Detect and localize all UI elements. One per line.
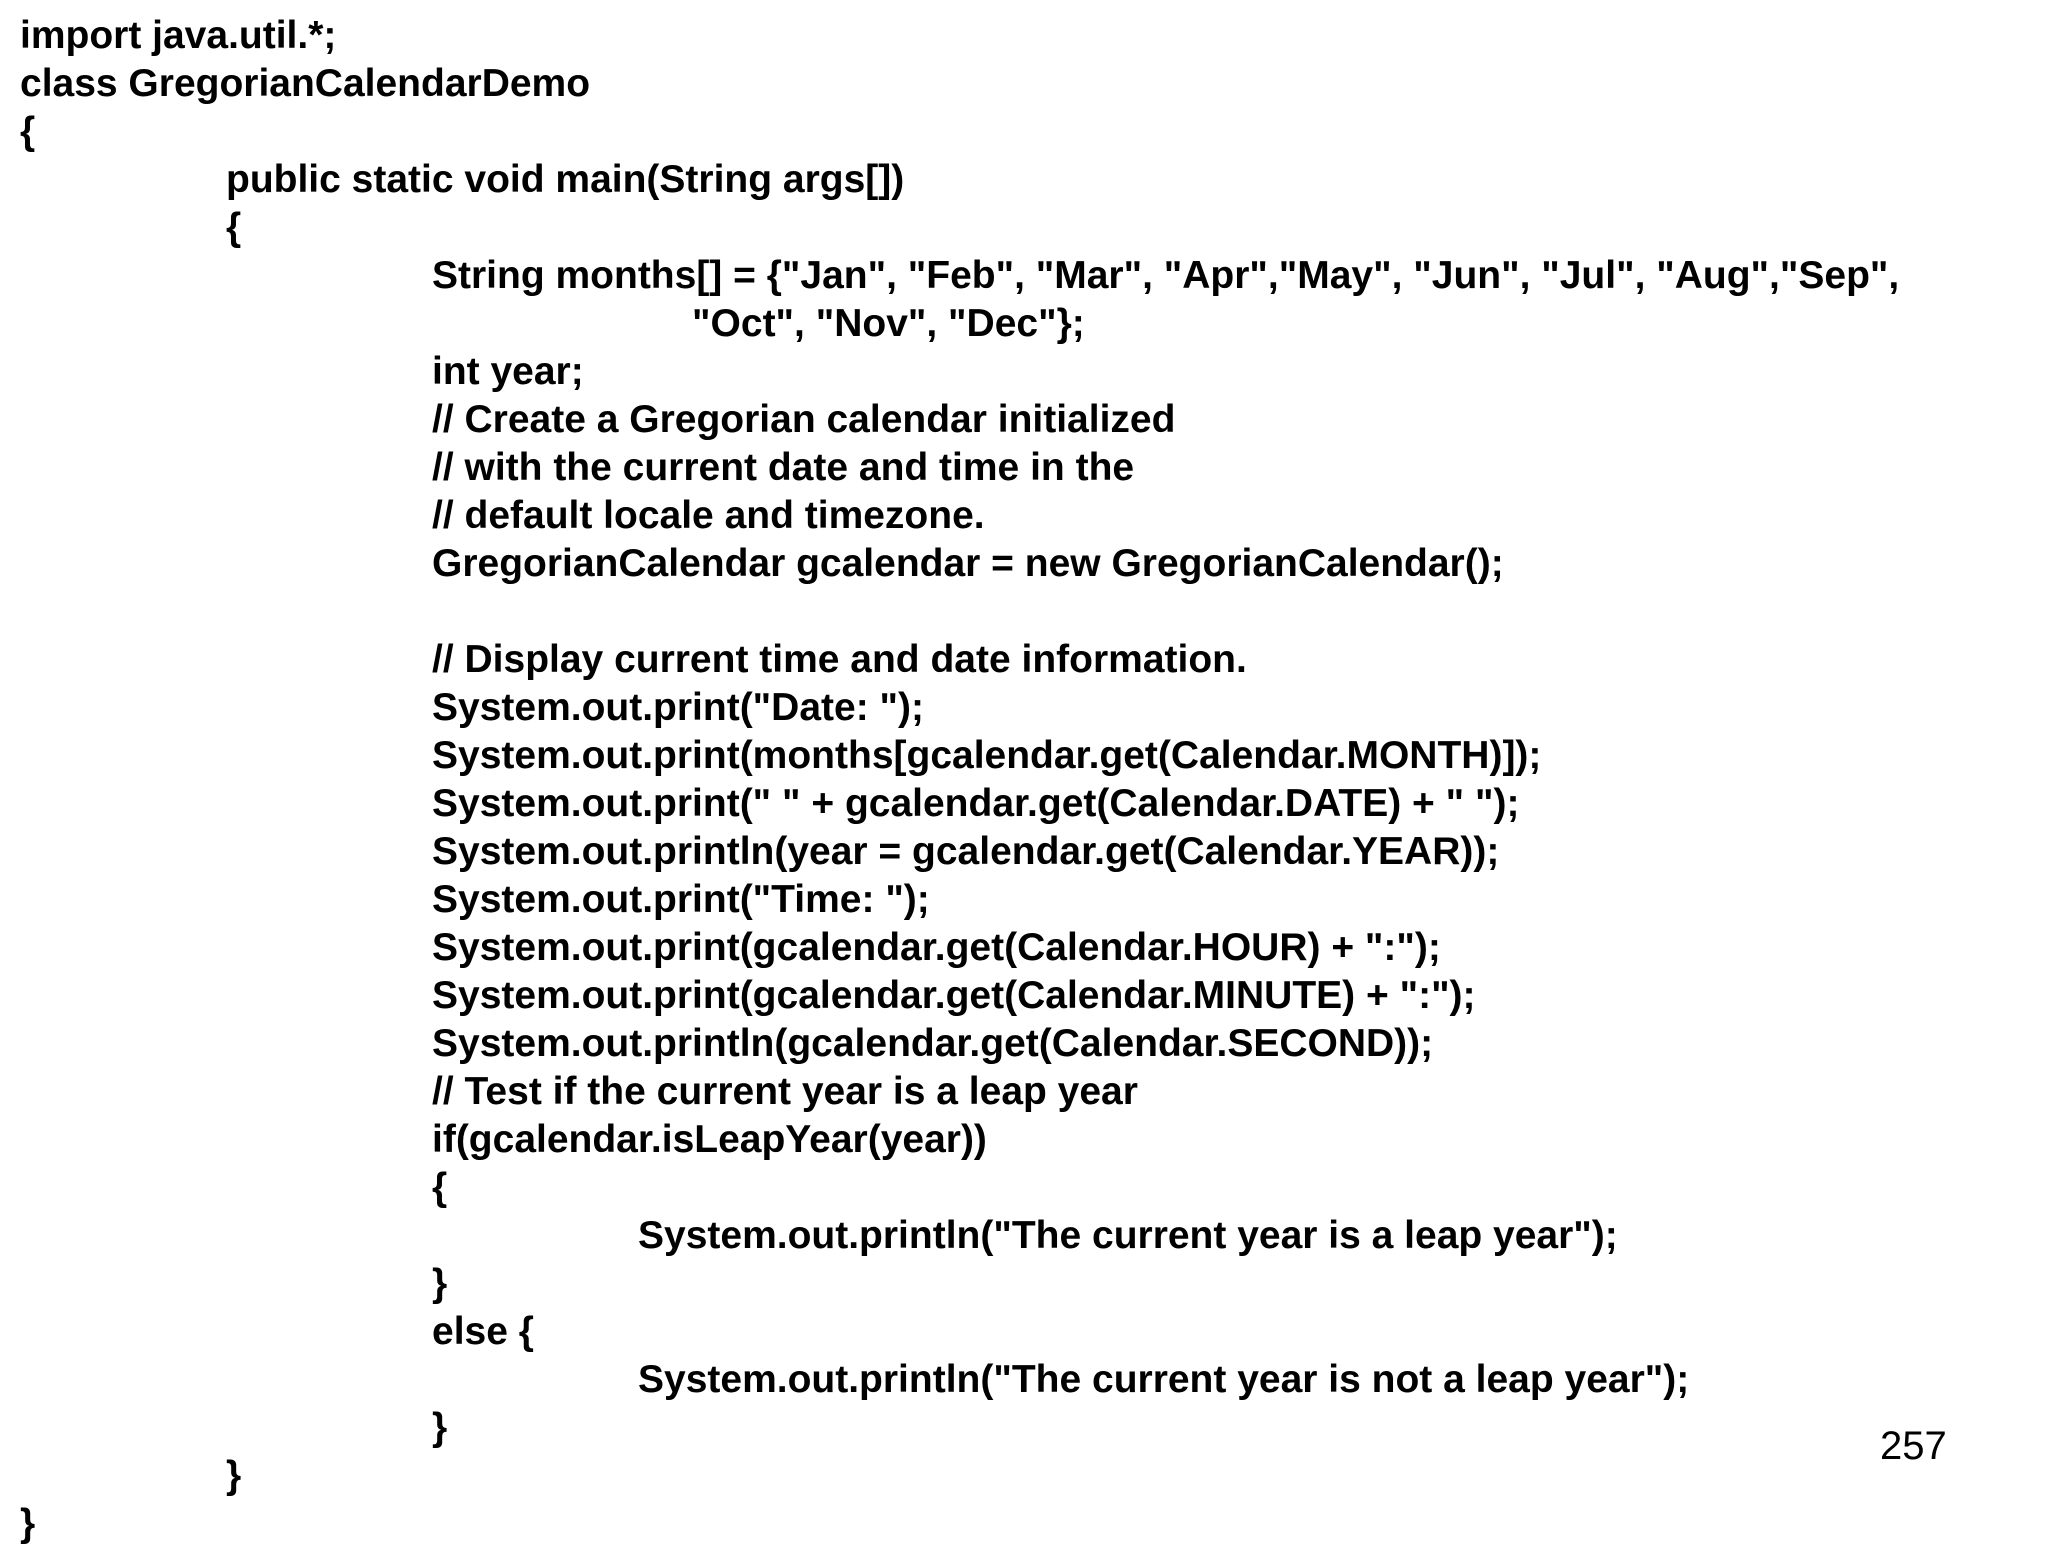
code-line: System.out.println(year = gcalendar.get(Calendar.YEAR)); (432, 830, 1500, 873)
code-line: { (226, 206, 242, 249)
code-line: // Display current time and date information. (432, 638, 1247, 681)
code-line: System.out.println("The current year is a leap year"); (638, 1214, 1618, 1257)
code-line: } (20, 1502, 36, 1545)
code-line: } (432, 1262, 448, 1305)
code-line: System.out.print("Date: "); (432, 686, 924, 729)
page-number: 257 (1880, 1424, 1947, 1468)
code-line: // Create a Gregorian calendar initialized (432, 398, 1176, 441)
code-line: else { (432, 1310, 534, 1353)
code-line: } (226, 1454, 242, 1497)
code-line: } (432, 1406, 448, 1449)
code-line: String months[] = {"Jan", "Feb", "Mar", "Apr","May", "Jun", "Jul", "Aug","Sep", (432, 254, 1900, 297)
code-line: System.out.print(gcalendar.get(Calendar.HOUR) + ":"); (432, 926, 1441, 969)
code-line: System.out.print(months[gcalendar.get(Calendar.MONTH)]); (432, 734, 1542, 777)
code-line: GregorianCalendar gcalendar = new GregorianCalendar(); (432, 542, 1504, 585)
code-line: public static void main(String args[]) (226, 158, 905, 201)
code-line: "Oct", "Nov", "Dec"}; (432, 302, 1085, 345)
code-line: System.out.print(gcalendar.get(Calendar.MINUTE) + ":"); (432, 974, 1476, 1017)
code-line: System.out.println(gcalendar.get(Calendar.SECOND)); (432, 1022, 1434, 1065)
code-line: int year; (432, 350, 584, 393)
code-line: import java.util.*; (20, 14, 337, 57)
code-line: System.out.print(" " + gcalendar.get(Calendar.DATE) + " "); (432, 782, 1520, 825)
code-line: { (432, 1166, 448, 1209)
code-line: // Test if the current year is a leap year (432, 1070, 1138, 1113)
code-line: System.out.print("Time: "); (432, 878, 930, 921)
code-line: System.out.println("The current year is not a leap year"); (638, 1358, 1690, 1401)
code-line: if(gcalendar.isLeapYear(year)) (432, 1118, 987, 1161)
code-line: // default locale and timezone. (432, 494, 985, 537)
code-line: { (20, 110, 36, 153)
code-line: class GregorianCalendarDemo (20, 62, 591, 105)
code-line: // with the current date and time in the (432, 446, 1135, 489)
